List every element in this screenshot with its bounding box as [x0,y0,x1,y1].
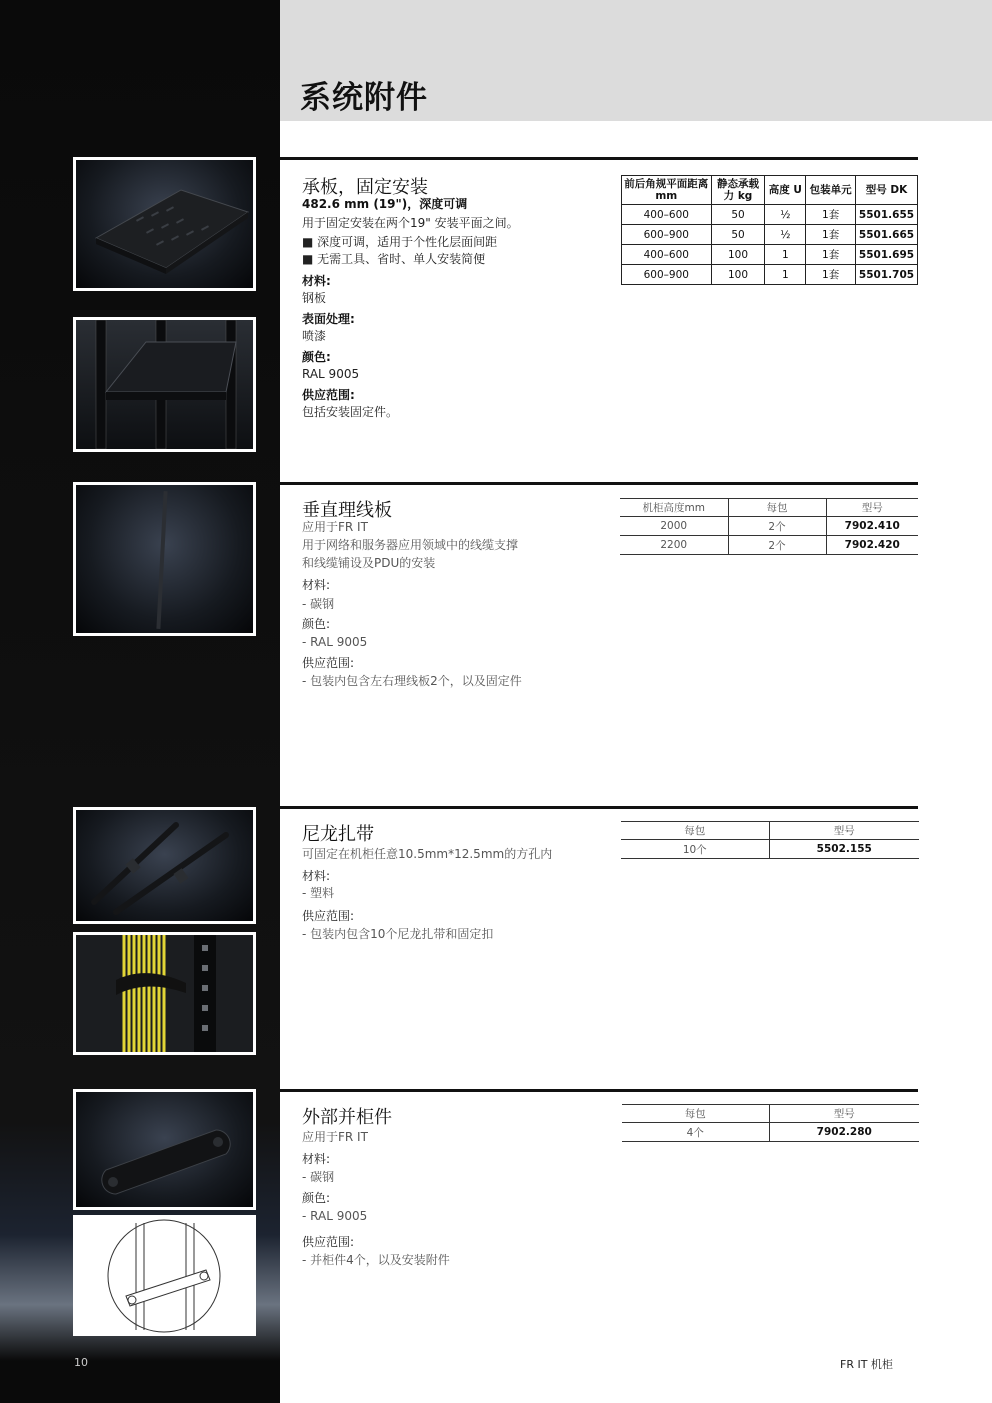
surface-label: 表面处理: [302,312,355,326]
table-row [621,840,919,859]
table-header: 型号 DK [856,176,918,205]
shelf-product-photo [73,157,256,291]
table-cell: 1套 [806,225,856,245]
material-value: - 塑料 [302,886,335,900]
material-label: 材料: [302,274,331,288]
description-line: 和线缆铺设及PDU的安装 [302,556,436,570]
table-cell: 5502.155 [769,840,919,859]
material-value: 钢板 [302,291,327,305]
table-header: 机柜高度mm [620,499,728,517]
surface-value: 喷漆 [302,329,327,343]
color-label: 颜色: [302,1191,331,1205]
section-divider [280,806,918,809]
section-title: 尼龙扎带 [302,824,374,845]
section-divider [280,482,918,485]
table-cell: 1 [765,265,806,285]
table-cell: 2000 [620,517,728,536]
cable-tie-installed-photo [73,932,256,1055]
table-cell: 2个 [728,536,826,555]
table-cell: 5501.695 [856,245,918,265]
supply-label: 供应范围: [302,388,355,402]
table-cell: ½ [765,225,806,245]
table-cell: 2200 [620,536,728,555]
table-cell: 5501.705 [856,265,918,285]
feature-bullet: ■ 无需工具、省时、单人安装简便 [302,252,486,266]
table-header: 型号 [769,1105,919,1123]
supply-label: 供应范围: [302,909,355,923]
material-label: 材料: [302,578,331,592]
table-row [622,265,918,285]
table-row [622,245,918,265]
table-cell: 100 [711,265,765,285]
cable-tie-photo [73,807,256,924]
section-subtitle: 482.6 mm (19")，深度可调 [302,197,468,211]
page-number: 10 [74,1356,88,1369]
shelf-installed-photo [73,317,256,452]
table-cell: 600–900 [622,225,712,245]
table-row [622,225,918,245]
color-label: 颜色: [302,617,331,631]
table-cell: 10个 [621,840,769,859]
table-cell: 7902.280 [769,1123,919,1142]
supply-value: - 并柜件4个，以及安装附件 [302,1253,450,1267]
table-row [622,1123,919,1142]
table-row [620,536,918,555]
supply-label: 供应范围: [302,656,355,670]
spec-table-shelf [621,175,918,285]
table-cell: 100 [711,245,765,265]
description-line: 用于固定安装在两个19" 安装平面之间。 [302,216,519,230]
table-header: 每包 [728,499,826,517]
table-header: 每包 [622,1105,769,1123]
table-header: 静态承载力 kg [711,176,765,205]
table-header: 包装单元 [806,176,856,205]
table-cell: 1套 [806,265,856,285]
table-cell: 1套 [806,245,856,265]
supply-value: - 包装内包含左右理线板2个，以及固定件 [302,674,522,688]
section-title: 承板，固定安装 [302,177,428,198]
applies-to: 应用于FR IT [302,1130,368,1144]
material-label: 材料: [302,869,331,883]
table-cell: 5501.665 [856,225,918,245]
applies-to: 应用于FR IT [302,520,368,534]
section-divider [280,1089,918,1092]
feature-bullet: ■ 深度可调，适用于个性化层面间距 [302,235,498,249]
table-cell: 50 [711,205,765,225]
cable-management-photo [73,482,256,636]
table-cell: 7902.420 [826,536,918,555]
material-value: - 碳钢 [302,1170,335,1184]
table-cell: 7902.410 [826,517,918,536]
description-line: 用于网络和服务器应用领域中的线缆支撑 [302,538,519,552]
table-cell: ½ [765,205,806,225]
color-label: 颜色: [302,350,331,364]
description-line: 可固定在机柜任意10.5mm*12.5mm的方孔内 [302,847,553,861]
table-cell: 1套 [806,205,856,225]
spec-table-cable-management [620,498,918,555]
color-value: - RAL 9005 [302,635,368,649]
material-value: - 碳钢 [302,597,335,611]
table-row [622,205,918,225]
table-header: 高度 U [765,176,806,205]
section-title: 垂直理线板 [302,500,392,521]
table-cell: 5501.655 [856,205,918,225]
supply-value: - 包装内包含10个尼龙扎带和固定扣 [302,927,494,941]
table-cell: 50 [711,225,765,245]
footer-brand: FR IT 机柜 [840,1358,893,1371]
supply-value: 包括安装固定件。 [302,405,399,419]
table-cell: 2个 [728,517,826,536]
table-header: 每包 [621,822,769,840]
table-cell: 1 [765,245,806,265]
color-value: RAL 9005 [302,367,360,381]
section-title: 外部并柜件 [302,1107,392,1128]
table-header: 型号 [769,822,919,840]
table-cell: 600–900 [622,265,712,285]
material-label: 材料: [302,1152,331,1166]
page-title: 系统附件 [300,80,428,116]
table-cell: 400–600 [622,245,712,265]
baying-diagram-photo [73,1215,256,1336]
supply-label: 供应范围: [302,1235,355,1249]
spec-table-baying [622,1104,919,1142]
spec-table-cable-tie [621,821,919,859]
table-header: 前后角规平面距离 mm [622,176,712,205]
color-value: - RAL 9005 [302,1209,368,1223]
table-header: 型号 [826,499,918,517]
table-cell: 400–600 [622,205,712,225]
section-divider [280,157,918,160]
table-cell: 4个 [622,1123,769,1142]
baying-bracket-photo [73,1089,256,1210]
table-row [620,517,918,536]
